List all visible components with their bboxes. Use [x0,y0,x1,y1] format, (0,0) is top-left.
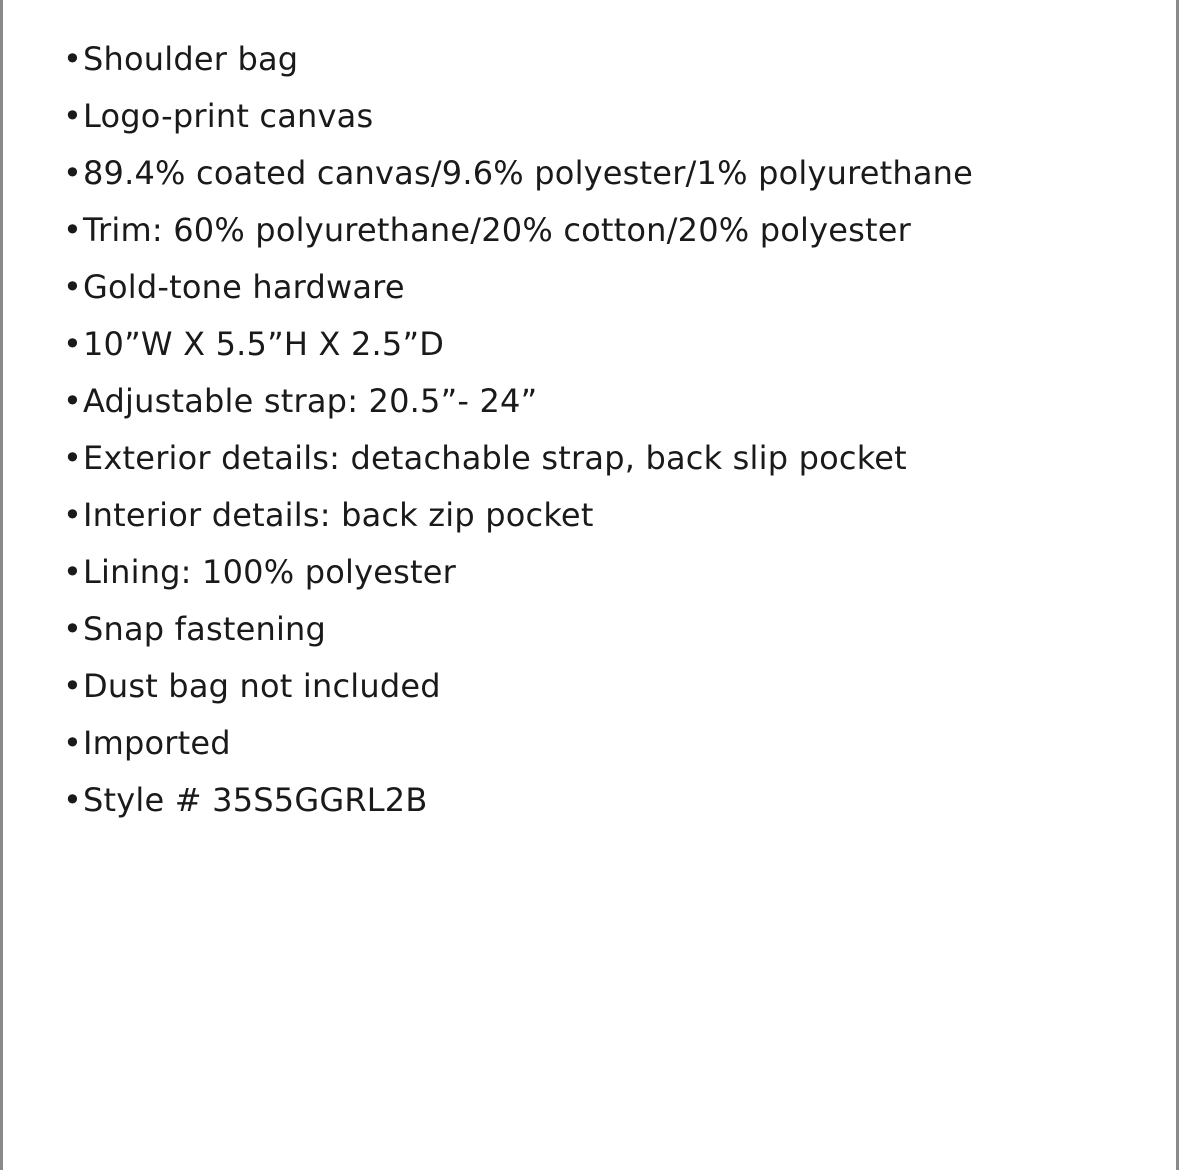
detail-text: Imported [83,723,231,762]
detail-text: Gold-tone hardware [83,267,405,306]
bullet-icon: • [63,609,83,648]
list-item [63,201,1143,258]
list-item [63,429,1143,486]
detail-text: Dust bag not included [83,666,441,705]
detail-text: Trim: 60% polyurethane/20% cotton/20% polyester [83,210,912,249]
bullet-icon: • [63,438,83,477]
list-item [63,87,1143,144]
bullet-icon: • [63,495,83,534]
list-item [63,657,1143,714]
detail-text: Logo-print canvas [83,96,374,135]
list-item [63,372,1143,429]
bullet-icon: • [63,39,83,78]
bullet-icon: • [63,552,83,591]
detail-text: Adjustable strap: 20.5”- 24” [83,381,538,420]
bullet-icon: • [63,324,83,363]
detail-text: Shoulder bag [83,39,299,78]
bullet-icon: • [63,210,83,249]
detail-text: Style # 35S5GGRL2B [83,780,428,819]
list-item [63,486,1143,543]
list-item [63,714,1143,771]
detail-text: 10”W X 5.5”H X 2.5”D [83,324,445,363]
list-item [63,543,1143,600]
bullet-icon: • [63,666,83,705]
detail-text: Lining: 100% polyester [83,552,456,591]
product-details-list [63,30,1143,828]
list-item [63,315,1143,372]
bullet-icon: • [63,96,83,135]
bullet-icon: • [63,153,83,192]
bullet-icon: • [63,723,83,762]
list-item [63,600,1143,657]
list-item [63,258,1143,315]
bullet-icon: • [63,780,83,819]
list-item [63,771,1143,828]
detail-text: Exterior details: detachable strap, back slip pocket [83,438,907,477]
detail-text: Interior details: back zip pocket [83,495,594,534]
bullet-icon: • [63,267,83,306]
list-item [63,30,1143,87]
detail-text: Snap fastening [83,609,327,648]
bullet-icon: • [63,381,83,420]
list-item [63,144,1143,201]
detail-text: 89.4% coated canvas/9.6% polyester/1% polyurethane [83,153,974,192]
